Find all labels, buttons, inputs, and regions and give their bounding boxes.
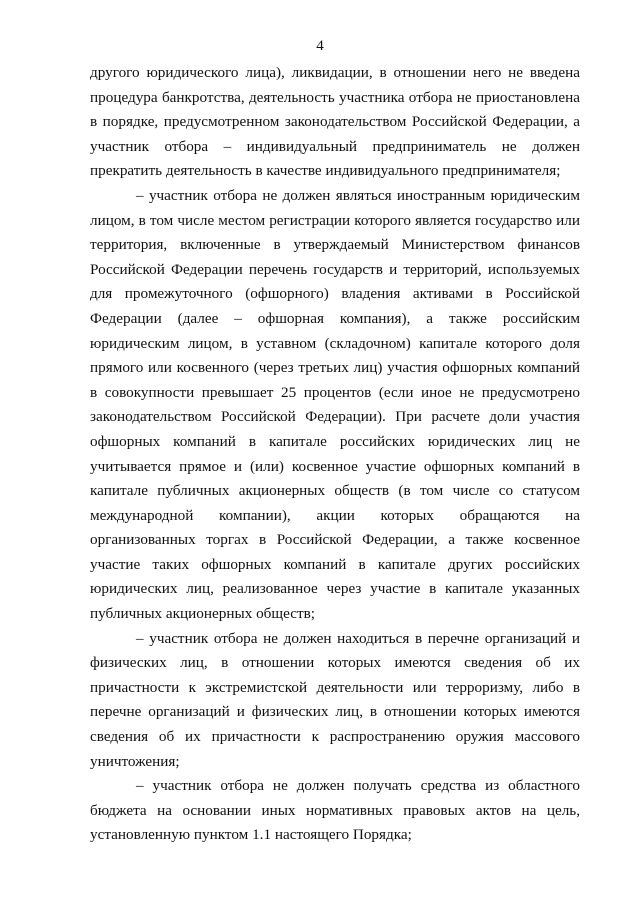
paragraph-offshore-requirement: – участник отбора не должен являться иностранным юридическим лицом, в том числе местом регистрации которого является государство или территория, включенные в утверждаемый Министерством финансов Российской Федерации перечень государств и территорий, используемых для промежуточного (офшорного) владения активами в Российской Федерации (далее – офшорная компания), а также российским юридическим лицом, в уставном (складочном) капитале которого доля прямого или косвенного (через третьих лиц) участия офшорных компаний в совокупности превышает 25 процентов (если иное не предусмотрено законодательством Российской Федерации). При расчете доли участия офшорных компаний в капитале российских юридических лиц не учитывается прямое и (или) косвенное участие офшорных компаний в капитале публичных акционерных обществ (в том числе со статусом международной компании), акции которых обращаются на организованных торгах в Российской Федерации, а также косвенное участие таких офшорных компаний в капитале других российских юридических лиц, реализованное через участие в капитале указанных публичных акционерных обществ; bbox=[90, 186, 580, 623]
page-number: 4 bbox=[316, 38, 324, 54]
paragraph-extremism-requirement: – участник отбора не должен находиться в перечне организаций и физических лиц, в отношении которых имеются сведения об их причастности к экстремистской деятельности или терроризму, либо в перечне организаций и физических лиц, в отношении которых имеются сведения об их причастности к распространению оружия массового уничтожения; bbox=[90, 629, 580, 770]
paragraph-budget-requirement: – участник отбора не должен получать средства из областного бюджета на основании иных нормативных правовых актов на цель, установленную пунктом 1.1 настоящего Порядка; bbox=[90, 777, 580, 844]
document-body bbox=[90, 61, 580, 848]
paragraph-continuation: другого юридического лица), ликвидации, в отношении него не введена процедура банкротства, деятельность участника отбора не приостановлена в порядке, предусмотренном законодательством Российской Федерации, а участник отбора – индивидуальный предприниматель не должен прекратить деятельность в качестве индивидуального предпринимателя; bbox=[90, 64, 580, 180]
